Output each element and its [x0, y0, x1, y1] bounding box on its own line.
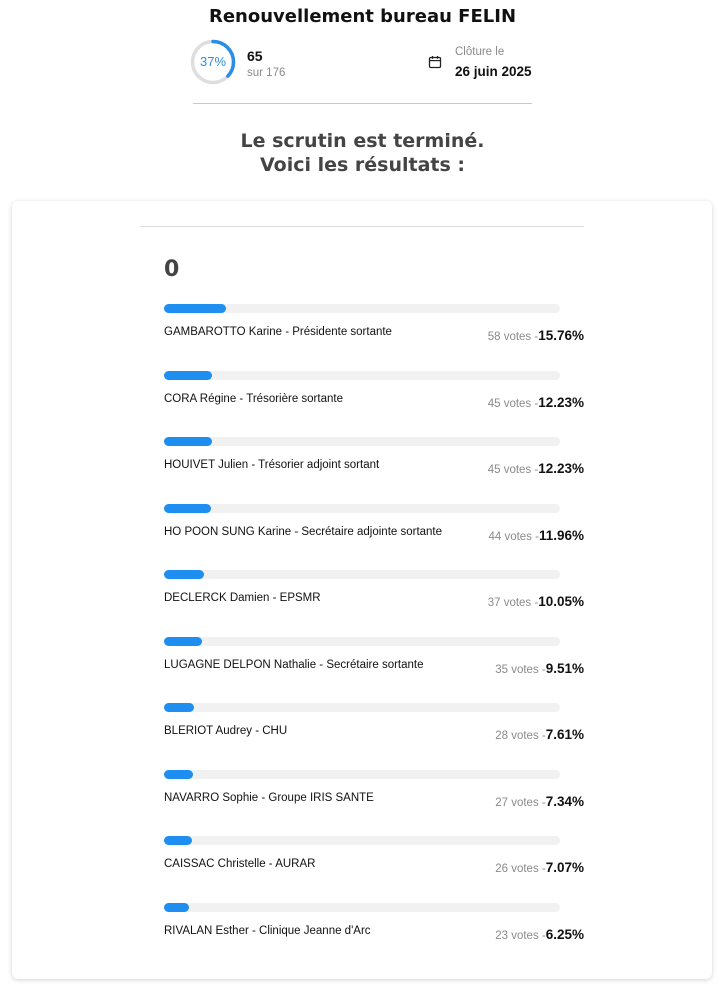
vote-percent: 12.23%	[538, 394, 584, 410]
vote-bar-fill	[164, 770, 193, 779]
vote-percent: 7.07%	[545, 860, 584, 875]
card-divider	[140, 226, 584, 227]
candidate-row	[164, 836, 584, 886]
candidate-result	[495, 859, 584, 877]
candidate-result	[495, 726, 584, 744]
vote-count: 45 votes -	[487, 464, 539, 476]
page-title: Renouvellement bureau FELIN	[208, 6, 517, 27]
candidate-row	[164, 504, 584, 554]
vote-bar-fill	[164, 903, 189, 912]
candidate-name: LUGAGNE DELPON Nathalie - Secrétaire sortante	[164, 658, 424, 671]
vote-count: 45 votes -	[487, 397, 539, 410]
vote-percent: 10.05%	[538, 594, 584, 609]
vote-percent: 7.34%	[545, 793, 584, 809]
vote-count: 37 votes -	[487, 597, 539, 609]
voter-count: 65	[247, 48, 263, 64]
candidate-result	[488, 593, 584, 611]
participation-percent: 37%	[199, 54, 227, 69]
results-card	[12, 201, 712, 979]
vote-bar-track	[164, 570, 560, 579]
vote-percent: 9.51%	[545, 660, 584, 676]
candidate-name: HO POON SUNG Karine - Secrétaire adjointe sortante	[164, 525, 443, 538]
vote-count: 28 votes -	[495, 730, 546, 742]
voter-total: sur 176	[247, 67, 286, 79]
status-message-line2: Voici les résultats :	[259, 154, 466, 176]
closing-date: 26 juin 2025	[455, 64, 532, 79]
vote-count: 27 votes -	[495, 796, 546, 809]
candidate-name: GAMBAROTTO Karine - Présidente sortante	[164, 326, 392, 338]
candidate-row	[164, 770, 584, 820]
vote-bar-track	[164, 903, 560, 912]
candidate-result	[495, 660, 584, 678]
vote-bar-track	[164, 637, 560, 646]
candidate-row	[164, 703, 584, 753]
vote-percent: 11.96%	[538, 527, 584, 543]
header-divider	[193, 103, 532, 104]
vote-bar-track	[164, 770, 560, 779]
vote-count: 44 votes -	[488, 530, 539, 543]
candidate-name: RIVALAN Esther - Clinique Jeanne d'Arc	[164, 924, 371, 937]
candidate-name: DECLERCK Damien - EPSMR	[164, 592, 321, 604]
vote-bar-fill	[164, 836, 192, 845]
round-number: 0	[164, 257, 180, 282]
vote-bar-fill	[164, 437, 212, 446]
vote-percent: 7.61%	[545, 727, 584, 742]
vote-percent: 12.23%	[538, 461, 584, 476]
candidate-name: CAISSAC Christelle - AURAR	[164, 858, 316, 870]
calendar-icon	[428, 55, 442, 69]
candidate-row	[164, 437, 584, 487]
vote-count: 58 votes -	[487, 331, 539, 343]
candidate-row	[164, 371, 584, 421]
candidate-row	[164, 570, 584, 620]
vote-bar-track	[164, 504, 560, 513]
vote-bar-track	[164, 437, 560, 446]
candidate-name: HOUIVET Julien - Trésorier adjoint sortant	[164, 459, 380, 471]
participation-ring	[190, 39, 236, 85]
vote-bar-fill	[164, 371, 212, 380]
vote-count: 26 votes -	[495, 863, 546, 875]
vote-bar-track	[164, 304, 560, 313]
vote-bar-fill	[164, 637, 202, 646]
vote-percent: 6.25%	[545, 926, 584, 942]
vote-bar-track	[164, 703, 560, 712]
vote-bar-fill	[164, 304, 226, 313]
candidate-result	[488, 460, 584, 478]
candidate-name: NAVARRO Sophie - Groupe IRIS SANTE	[164, 791, 374, 804]
vote-bar-fill	[164, 570, 204, 579]
closing-label: Clôture le	[455, 46, 505, 58]
candidate-result	[488, 327, 584, 345]
candidate-name: CORA Régine - Trésorière sortante	[164, 392, 343, 405]
candidate-result	[495, 793, 584, 811]
vote-bar-fill	[164, 504, 211, 513]
candidate-row	[164, 903, 584, 953]
candidate-name: BLERIOT Audrey - CHU	[164, 725, 288, 737]
vote-bar-fill	[164, 703, 194, 712]
candidate-result	[488, 527, 584, 545]
vote-bar-track	[164, 371, 560, 380]
status-message-line1: Le scrutin est terminé.	[240, 130, 485, 152]
candidate-result	[488, 394, 584, 412]
candidate-row	[164, 637, 584, 687]
vote-bar-track	[164, 836, 560, 845]
vote-count: 35 votes -	[495, 663, 546, 676]
candidate-result	[495, 926, 584, 944]
candidate-row	[164, 304, 584, 354]
vote-count: 23 votes -	[495, 929, 546, 942]
vote-percent: 15.76%	[538, 328, 584, 343]
